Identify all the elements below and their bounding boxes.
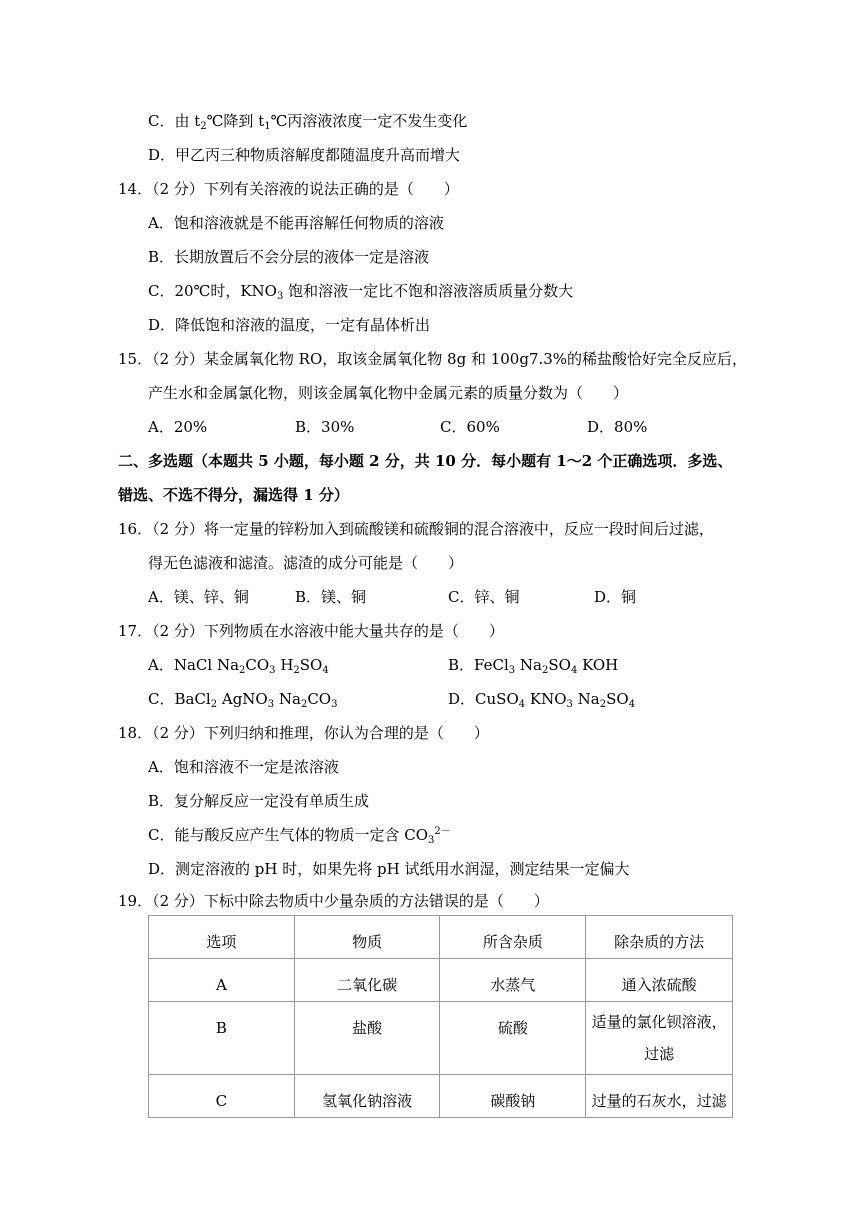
cell-impurity: 碳酸钠 xyxy=(440,1075,586,1118)
q15-stem-line2: 产生水和金属氯化物，则该金属氧化物中金属元素的质量分数为（ ） xyxy=(148,384,629,402)
q15-option-a: A．20% xyxy=(148,418,208,436)
header-cell-option: 选项 xyxy=(149,916,295,959)
q16-option-c: C．锌、铜 xyxy=(448,588,520,606)
cell-impurity: 硫酸 xyxy=(440,1002,586,1075)
cell-method: 通入浓硫酸 xyxy=(586,959,733,1002)
q16-stem-line2: 得无色滤液和滤渣。滤渣的成分可能是（ ） xyxy=(148,554,464,572)
cell-substance: 盐酸 xyxy=(294,1002,440,1075)
q18-option-c: C．能与酸反应产生气体的物质一定含 $CO_3^{2-}$ xyxy=(148,826,451,846)
section2-heading-line1: 二、多选题（本题共 5 小题，每小题 2 分，共 10 分．每小题有 1～2 个正确选项．多选、 xyxy=(118,452,733,470)
q16-option-d: D．铜 xyxy=(594,588,637,606)
q16-option-b: B．镁、铜 xyxy=(295,588,367,606)
cell-substance: 氢氧化钠溶液 xyxy=(294,1075,440,1118)
q14-option-a: A．饱和溶液就是不能再溶解任何物质的溶液 xyxy=(148,214,444,232)
table-row xyxy=(149,1002,733,1075)
q14-option-d: D．降低饱和溶液的温度，一定有晶体析出 xyxy=(148,316,431,334)
section2-heading-line2: 错选、不选不得分，漏选得 1 分） xyxy=(118,486,349,504)
header-cell-substance: 物质 xyxy=(294,916,440,959)
method-line-1: 适量的氯化钡溶液， xyxy=(591,1013,727,1031)
cell-substance: 二氧化碳 xyxy=(294,959,440,1002)
q17-option-b: B．FeCl$_3$ $Na_2SO_4$ KOH xyxy=(448,656,619,676)
q18-stem: 18．（2 分）下列归纳和推理，你认为合理的是（ ） xyxy=(118,724,489,742)
q18-option-d: D．测定溶液的 pH 时，如果先将 pH 试纸用水润湿，测定结果一定偏大 xyxy=(148,860,630,878)
q19-table xyxy=(148,915,733,1118)
q15-option-d: D．80% xyxy=(587,418,648,436)
cell-method: 过量的石灰水，过滤 xyxy=(586,1075,733,1118)
q17-option-a: A．NaCl $Na_2CO_3$ $H_2SO_4$ xyxy=(148,656,329,676)
table-row xyxy=(149,959,733,1002)
table-row xyxy=(149,1075,733,1118)
cell-option: B xyxy=(149,1002,295,1075)
q17-stem: 17．（2 分）下列物质在水溶液中能大量共存的是（ ） xyxy=(118,622,504,640)
q15-option-c: C．60% xyxy=(440,418,500,436)
q15-option-b: B．30% xyxy=(295,418,355,436)
header-cell-impurity: 所含杂质 xyxy=(440,916,586,959)
q13-option-c: C．由 $t_2℃$降到 $t_1℃$丙溶液浓度一定不发生变化 xyxy=(148,112,468,132)
q14-option-c: C．20℃时，$KNO_3$ 饱和溶液一定比不饱和溶液溶质质量分数大 xyxy=(148,282,574,302)
cell-impurity: 水蒸气 xyxy=(440,959,586,1002)
header-cell-method: 除杂质的方法 xyxy=(586,916,733,959)
q16-option-a: A．镁、锌、铜 xyxy=(148,588,249,606)
q19-stem: 19．（2 分）下标中除去物质中少量杂质的方法错误的是（ ） xyxy=(118,892,549,910)
table-header-row xyxy=(149,916,733,959)
cell-option: A xyxy=(149,959,295,1002)
cell-method xyxy=(586,1002,733,1075)
q14-stem: 14．（2 分）下列有关溶液的说法正确的是（ ） xyxy=(118,180,459,198)
q13-option-d: D．甲乙丙三种物质溶解度都随温度升高而增大 xyxy=(148,146,461,164)
q14-option-b: B．长期放置后不会分层的液体一定是溶液 xyxy=(148,248,430,266)
q17-option-d: D．CuSO$_4$ $KNO_3$ $Na_2SO_4$ xyxy=(448,690,636,710)
q15-stem-line1: 15．（2 分）某金属氧化物 RO，取该金属氧化物 8g 和 100g7.3%的稀盐酸恰好完全反应后， xyxy=(118,350,748,368)
cell-option: C xyxy=(149,1075,295,1118)
q17-option-c: C．BaCl$_2$ AgNO$_3$ $Na_2CO_3$ xyxy=(148,690,338,710)
method-line-2: 过滤 xyxy=(644,1045,675,1063)
q18-option-a: A．饱和溶液不一定是浓溶液 xyxy=(148,758,339,776)
q18-option-b: B．复分解反应一定没有单质生成 xyxy=(148,792,370,810)
q16-stem-line1: 16．（2 分）将一定量的锌粉加入到硫酸镁和硫酸铜的混合溶液中，反应一段时间后过滤， xyxy=(118,520,714,538)
